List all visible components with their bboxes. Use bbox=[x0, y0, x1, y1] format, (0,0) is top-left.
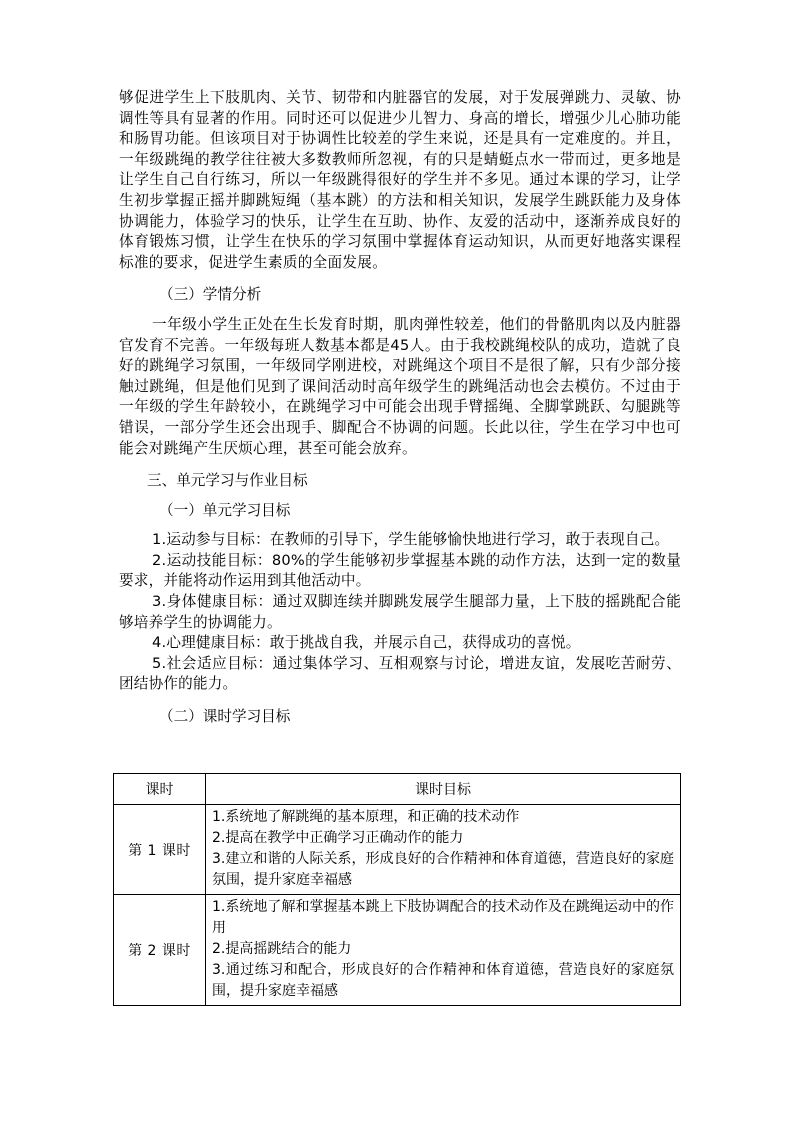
unit-goal-item: 1.运动参与目标：在教师的引导下，学生能够愉快地进行学习，敢于表现自己。 bbox=[152, 531, 670, 549]
lesson-label: 第 1 课时 bbox=[114, 805, 206, 895]
lesson-goals-table bbox=[113, 773, 681, 1006]
table-row bbox=[114, 805, 681, 895]
lesson-goal-item: 3.建立和谐的人际关系，形成良好的合作精神和体育道德，营造良好的家庭氛围，提升家庭幸福感 bbox=[212, 851, 674, 888]
lesson-goals-cell bbox=[206, 895, 681, 1006]
learner-analysis-heading: （三）学情分析 bbox=[159, 286, 262, 304]
document-body bbox=[119, 88, 681, 728]
lesson-goal-item: 1.系统地了解和掌握基本跳上下肢协调配合的技术动作及在跳绳运动中的作用 bbox=[212, 899, 674, 936]
unit-goal-item: 3.身体健康目标：通过双脚连续并脚跳发展学生腿部力量，上下肢的摇跳配合能够培养学生的协调能力。 bbox=[119, 593, 681, 631]
lesson-goal-item: 2.提高摇跳结合的能力 bbox=[212, 941, 352, 957]
table-header-goals: 课时目标 bbox=[206, 774, 681, 805]
unit-goal-item: 5.社会适应目标：通过集体学习、互相观察与讨论，增进友谊，发展吃苦耐劳、团结协作的能力。 bbox=[119, 654, 681, 693]
table-header-row bbox=[114, 774, 681, 805]
lesson-goal-item: 2.提高在教学中正确学习正确动作的能力 bbox=[212, 830, 464, 846]
table-row bbox=[114, 895, 681, 1006]
table-header-lesson: 课时 bbox=[114, 774, 206, 805]
lesson-goals-cell bbox=[206, 805, 681, 895]
unit-goals-heading: （一）单元学习目标 bbox=[159, 501, 291, 519]
unit-goal-item: 2.运动技能目标：80%的学生能够初步掌握基本跳的动作方法，达到一定的数量要求，并能将动作运用到其他活动中。 bbox=[119, 551, 681, 590]
lesson-goal-item: 3.通过练习和配合，形成良好的合作精神和体育道德，营造良好的家庭氛围，提升家庭幸福感 bbox=[212, 962, 674, 999]
unit-goal-item: 4.心理健康目标：敢于挑战自我，并展示自己，获得成功的喜悦。 bbox=[152, 634, 581, 652]
learner-analysis-text: 一年级小学生正处在生长发育时期，肌肉弹性较差，他们的骨骼肌肉以及内脏器官发育不完善。一年级每班人数基本都是45人。由于我校跳绳校队的成功，造就了良好的跳绳学习氛围，一年级同学刚进校，对跳绳这个项目不是很了解，只有少部分接触过跳绳，但是他们见到了课间活动时高年级学生的跳绳活动也会去模仿。不过由于一年级的学生年龄较小，在跳绳学习中可能会出现手臂摇绳、全脚掌跳跃、勾腿跳等错误，一部分学生还会出现手、脚配合不协调的问题。长此以往，学生在学习中也可能会对跳绳产生厌烦心理，甚至可能会放弃。 bbox=[119, 315, 681, 457]
goals-section-heading: 三、单元学习与作业目标 bbox=[147, 472, 308, 490]
lesson-goals-heading: （二）课时学习目标 bbox=[159, 708, 291, 726]
body-paragraph: 够促进学生上下肢肌肉、关节、韧带和内脏器官的发展，对于发展弹跳力、灵敏、协调性等具有显著的作用。同时还可以促进少儿智力、身高的增长，增强少儿心肺功能和肠胃功能。但该项目对于协调性比较差的学生来说，还是具有一定难度的。并且，一年级跳绳的教学往往被大多数教师所忽视，有的只是蜻蜓点水一带而过，更多地是让学生自己自行练习，所以一年级跳得很好的学生并不多见。通过本课的学习，让学生初步掌握正摇并脚跳短绳（基本跳）的方法和相关知识，发展学生跳跃能力及身体协调能力，体验学习的快乐，让学生在互助、协作、友爱的活动中，逐渐养成良好的体育锻炼习惯，让学生在快乐的学习氛围中掌握体育运动知识，从而更好地落实课程标准的要求，促进学生素质的全面发展。 bbox=[119, 89, 681, 271]
lesson-label: 第 2 课时 bbox=[114, 895, 206, 1006]
lesson-goal-item: 1.系统地了解跳绳的基本原理，和正确的技术动作 bbox=[212, 809, 520, 825]
